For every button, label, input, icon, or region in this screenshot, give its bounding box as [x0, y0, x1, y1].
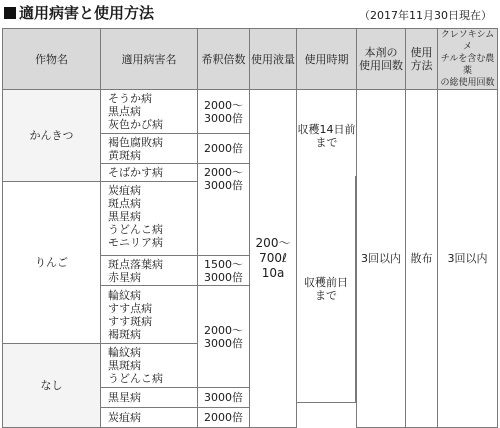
disease-name: 灰色かび病 [108, 118, 163, 131]
application-table [2, 28, 498, 428]
header-method [406, 29, 438, 90]
disease-cell [101, 256, 198, 286]
disease-name: モニリア病 [108, 236, 163, 249]
crop-cell-ringo: りんご [3, 182, 101, 344]
volume-line: 10a [261, 266, 285, 280]
dilution-line: 3000倍 [204, 391, 243, 404]
dilution-cell [198, 256, 250, 286]
dilution-line: 2000～ [204, 166, 243, 179]
volume-line: 700ℓ [259, 251, 287, 265]
disease-name: 黒斑病 [108, 359, 141, 372]
dilution-cell [198, 164, 250, 256]
header-crop: 作物名 [3, 29, 101, 90]
disease-cell [101, 408, 198, 428]
dilution-line: 2000倍 [204, 411, 243, 424]
disease-cell [101, 182, 198, 256]
disease-name: 赤星病 [108, 270, 141, 284]
disease-cell [101, 164, 198, 182]
disease-name: 輪紋病 [108, 288, 141, 302]
disease-name: 炭疽病 [108, 184, 141, 197]
disease-name: 黄斑病 [108, 148, 141, 162]
disease-name: 炭疽病 [108, 411, 141, 424]
timing-cell-other-overlay [296, 176, 356, 403]
header-row [3, 29, 498, 90]
disease-name: 褐色腐敗病 [108, 135, 163, 149]
disease-name: そうか病 [108, 92, 152, 105]
dilution-line: 2000～ [204, 323, 243, 337]
timing-line: 収穫14日前 [297, 122, 356, 136]
disease-cell [101, 90, 198, 134]
header-method-line: 方法 [410, 59, 433, 72]
dilution-line: 3000倍 [204, 336, 243, 350]
disease-name: そばかす病 [108, 166, 163, 179]
disease-name: 輪紋病 [108, 346, 141, 359]
table-row [3, 90, 498, 134]
dilution-cell [198, 90, 250, 134]
count-cell: 3回以内 [357, 90, 406, 428]
timing-line: 収穫前日 [304, 276, 348, 289]
header-disease: 適用病害名 [101, 29, 198, 90]
crop-cell-nashi: なし [3, 344, 101, 428]
dilution-line: 2000～ [204, 98, 243, 112]
disease-name: すす斑病 [108, 314, 153, 328]
disease-name: 斑点病 [108, 197, 141, 210]
header-count [357, 29, 406, 90]
disease-name: 黒星病 [108, 391, 141, 404]
disease-name: うどんこ病 [108, 223, 163, 236]
header-total [438, 29, 498, 90]
disease-name: 褐斑病 [108, 327, 141, 341]
dilution-cell [198, 134, 250, 164]
disease-name: 黒点病 [108, 105, 141, 118]
disease-cell [101, 388, 198, 408]
total-cell: 3回以内 [438, 90, 498, 428]
timing-line: まで [315, 289, 337, 302]
dilution-line: 1500～ [204, 257, 243, 271]
header-count-line: 使用回数 [359, 59, 403, 72]
page-title [4, 2, 154, 23]
header-dilution: 希釈倍数 [198, 29, 250, 90]
dilution-cell [198, 286, 250, 388]
volume-line: 200～ [255, 236, 291, 250]
header-total-line: チルを含む農薬 [440, 54, 495, 76]
method-cell: 散布 [406, 90, 438, 428]
crop-cell-kankitsu: かんきつ [3, 90, 101, 182]
header-total-line: クレソキシムメ [440, 30, 495, 52]
disease-name: 斑点落葉病 [108, 257, 163, 271]
as-of-date: （2017年11月30日現在） [359, 9, 492, 22]
dilution-line: 3000倍 [204, 179, 243, 192]
header-count-line: 本剤の [364, 46, 398, 59]
disease-cell [101, 344, 198, 388]
title-text: 適用病害と使用方法 [19, 4, 155, 22]
disease-name: うどんこ病 [108, 372, 163, 385]
volume-cell [250, 90, 297, 428]
dilution-cell [198, 408, 250, 428]
dilution-cell [198, 388, 250, 408]
timing-line: まで [315, 135, 338, 149]
dilution-line: 2000倍 [204, 142, 243, 155]
header-timing: 使用時期 [297, 29, 357, 90]
header-total-line: の総使用回数 [440, 78, 495, 88]
disease-cell [101, 134, 198, 164]
square-bullet-icon [4, 7, 16, 19]
timing-cell-kankitsu [297, 90, 357, 182]
header-method-line: 使用 [410, 46, 433, 59]
disease-name: 黒星病 [108, 210, 141, 223]
dilution-line: 3000倍 [204, 270, 243, 284]
header-volume: 使用液量 [250, 29, 297, 90]
dilution-line: 3000倍 [204, 111, 243, 125]
disease-name: すす点病 [108, 301, 153, 315]
disease-cell [101, 286, 198, 344]
